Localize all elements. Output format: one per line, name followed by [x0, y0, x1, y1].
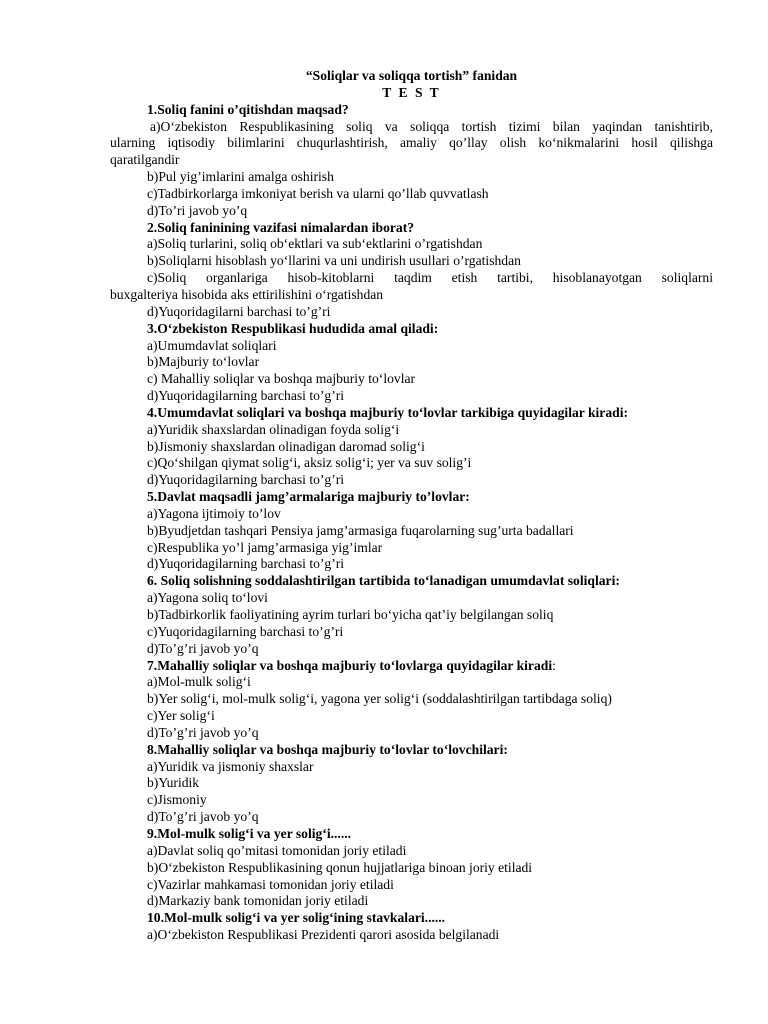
question-5-option-c: c)Respublika yo’l jamg’armasiga yig’imlar: [147, 539, 383, 555]
question-1-option-d: d)To’ri javob yo’q: [147, 202, 248, 218]
question-7: [110, 658, 713, 675]
question-10: 10.Mol-mulk solig‘i va yer solig‘ining stavkalari......: [147, 910, 446, 926]
question-3-option-a: a)Umumdavlat soliqlari: [147, 337, 277, 353]
question-2: 2.Soliq faninining vazifasi nimalardan iborat?: [147, 219, 415, 235]
question-1-option-a-line-3: qaratilgandir: [110, 152, 180, 168]
question-8: 8.Mahalliy soliqlar va boshqa majburiy to‘lovlar to‘lovchilari:: [147, 741, 508, 757]
question-4-option-c: c)Qo‘shilgan qiymat solig‘i, aksiz solig‘i; yer va suv solig’i: [147, 455, 472, 471]
question-9: 9.Mol-mulk solig‘i va yer solig‘i......: [147, 825, 352, 841]
question-7-option-a: a)Mol-mulk solig‘i: [147, 674, 251, 690]
question-7-colon: :: [552, 657, 556, 673]
question-7-option-d: d)To’g’ri javob yo’q: [147, 724, 259, 740]
question-2-option-c-line-1: c)Soliq organlariga hisob-kitoblarni taqdim etish tartibi, hisoblanayotgan soliqlarni: [147, 270, 713, 286]
question-1-option-c: c)Tadbirkorlarga imkoniyat berish va ularni qo’llab quvvatlash: [147, 185, 489, 201]
question-6-option-b: b)Tadbirkorlik faoliyatining ayrim turlari bo‘yicha qat’iy belgilangan soliq: [147, 607, 554, 622]
question-3-option-d: d)Yuqoridagilarning barchasi to’g’ri: [147, 388, 345, 404]
question-5: 5.Davlat maqsadli jamg’armalariga majburiy to’lovlar:: [147, 489, 470, 505]
question-5-option-a: a)Yagona ijtimoiy to’lov: [147, 505, 281, 521]
question-6-option-d: d)To’g’ri javob yo’q: [147, 640, 259, 656]
question-8-option-c: c)Jismoniy: [147, 792, 207, 808]
question-10-option-a: a)O‘zbekiston Respublikasi Prezidenti qarori asosida belgilanadi: [147, 927, 500, 943]
question-1-option-b: b)Pul yig’imlarini amalga oshirish: [147, 169, 334, 185]
question-1: 1.Soliq fanini o’qitishdan maqsad?: [147, 101, 349, 117]
question-7-option-c: c)Yer solig‘i: [147, 708, 215, 724]
document-page: [110, 68, 713, 944]
question-2-option-c-line-2: buxgalteriya hisobida aks ettirilishini o‘rgatishdan: [110, 286, 384, 302]
question-7-option-b: b)Yer solig‘i, mol-mulk solig‘i, yagona yer solig‘i (soddalashtirilgan tartibdaga soliq): [147, 691, 612, 707]
question-4-option-b: b)Jismoniy shaxslardan olinadigan daromad solig‘i: [147, 438, 425, 454]
question-3: 3.O‘zbekiston Respublikasi hududida amal qiladi:: [147, 320, 439, 336]
question-7-text: 7.Mahalliy soliqlar va boshqa majburiy to‘lovlarga quyidagilar kiradi: [147, 657, 553, 673]
question-3-option-b: b)Majburiy to‘lovlar: [147, 354, 260, 370]
question-6-option-a: a)Yagona soliq to‘lovi: [147, 590, 268, 606]
question-9-option-c: c)Vazirlar mahkamasi tomonidan joriy etiladi: [147, 876, 394, 892]
document-title: “Soliqlar va soliqqa tortish” fanidan: [305, 68, 518, 83]
question-3-option-c: c) Mahalliy soliqlar va boshqa majburiy to‘lovlar: [147, 371, 416, 387]
question-8-option-d: d)To’g’ri javob yo’q: [147, 809, 259, 825]
question-1-option-a-line-2: ularning iqtisodiy bilimlarini chuqurlashtirish, amaliy qo’llay olish ko‘nikmalarini hosil qilishga: [110, 135, 713, 151]
document-subtitle: T E S T: [382, 84, 441, 100]
question-6: 6. Soliq solishning soddalashtirilgan tartibida to‘lanadigan umumdavlat soliqlari:: [147, 573, 620, 589]
question-4-option-a: a)Yuridik shaxslardan olinadigan foyda solig‘i: [147, 421, 400, 437]
question-9-option-a: a)Davlat soliq qo’mitasi tomonidan joriy etiladi: [147, 842, 407, 858]
question-1-option-a-line-1: a)O‘zbekiston Respublikasining soliq va soliqqa tortish tizimi bilan yaqindan tanishtirib,: [150, 118, 713, 134]
question-4-option-d: d)Yuqoridagilarning barchasi to’g’ri: [147, 472, 345, 488]
question-9-option-b: b)O‘zbekiston Respublikasining qonun hujjatlariga binoan joriy etiladi: [147, 859, 533, 875]
question-4: 4.Umumdavlat soliqlari va boshqa majburiy to‘lovlar tarkibiga quyidagilar kiradi:: [147, 404, 629, 420]
question-2-option-d: d)Yuqoridagilarni barchasi to’g’ri: [147, 303, 331, 319]
question-5-option-b: b)Byudjetdan tashqari Pensiya jamg’armasiga fuqarolarning sug’urta badallari: [147, 522, 574, 538]
question-2-option-a: a)Soliq turlarini, soliq ob‘ektlari va sub‘ektlarini o’rgatishdan: [147, 236, 483, 252]
question-2-option-b: b)Soliqlarni hisoblash yo‘llarini va uni undirish usullari o’rgatishdan: [147, 253, 521, 269]
question-8-option-b: b)Yuridik: [147, 775, 200, 791]
question-8-option-a: a)Yuridik va jismoniy shaxslar: [147, 758, 314, 774]
question-6-option-c: c)Yuqoridagilarning barchasi to’g’ri: [147, 623, 344, 639]
question-5-option-d: d)Yuqoridagilarning barchasi to’g’ri: [147, 556, 345, 572]
question-9-option-d: d)Markaziy bank tomonidan joriy etiladi: [147, 893, 369, 909]
